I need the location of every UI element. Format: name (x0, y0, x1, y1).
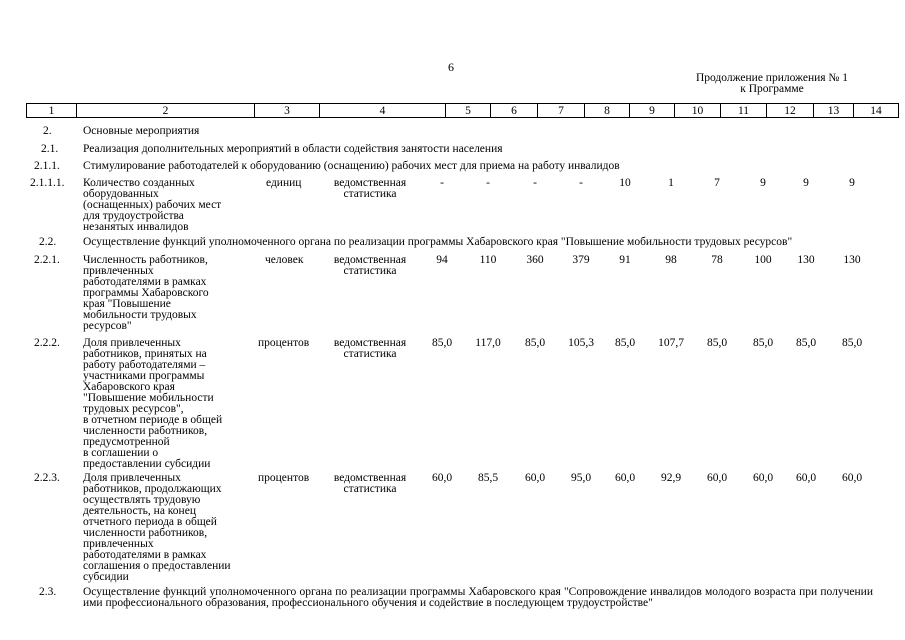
page-number: 6 (448, 60, 454, 74)
row-2-1-1-text: Стимулирование работодателей к оборудованию (оснащению) рабочих мест для приема на работу инвалидов (83, 160, 620, 172)
continuation-note (677, 73, 867, 95)
row-2-2-2-source: ведомственная статистика (333, 337, 407, 360)
header-col-13: 13 (814, 104, 854, 118)
value-r8-col-10: 92,9 (660, 472, 682, 484)
header-col-6: 6 (491, 104, 538, 118)
value-r6-col-14: 130 (843, 254, 861, 266)
value-r7-col-13: 85,0 (795, 337, 817, 349)
header-col-12: 12 (767, 104, 814, 118)
value-r7-col-7: 85,0 (524, 337, 546, 349)
value-r7-col-12: 85,0 (752, 337, 774, 349)
row-2-3-text: Осуществление функций уполномоченного органа по реализации программы Хабаровского края "Сопровождение инвалидов молодого возраста при получении ими профессионального образования, профессионального обучения и содействие в последующем трудоустройстве" (83, 586, 873, 609)
header-col-4: 4 (320, 104, 446, 118)
header-col-1: 1 (27, 104, 77, 118)
continuation-line-2: к Программе (740, 83, 804, 95)
row-2-1-number: 2.1. (41, 143, 59, 155)
value-r7-col-11: 85,0 (706, 337, 728, 349)
value-r4-col-8: - (579, 177, 583, 189)
row-2-2-2-unit: процентов (258, 337, 310, 349)
value-r6-col-10: 98 (665, 254, 677, 266)
value-r8-col-14: 60,0 (841, 472, 863, 484)
value-r4-col-14: 9 (849, 177, 855, 189)
row-2-2-1-number: 2.2.1. (34, 254, 60, 266)
value-r8-col-7: 60,0 (524, 472, 546, 484)
value-r6-col-11: 78 (711, 254, 723, 266)
value-r6-col-5: 94 (436, 254, 448, 266)
row-2-2-3-number: 2.2.3. (34, 472, 60, 484)
value-r6-col-7: 360 (526, 254, 544, 266)
value-r7-col-9: 85,0 (614, 337, 636, 349)
row-2-2-1-name: Численность работников, привлеченных работодателями в рамках программы Хабаровского края "Повышение мобильности трудовых ресурсов" (83, 254, 209, 332)
row-2-1-1-1-number: 2.1.1.1. (30, 177, 65, 189)
header-col-10: 10 (675, 104, 721, 118)
column-header-row (26, 103, 899, 118)
row-2-2-3-unit: процентов (258, 472, 310, 484)
header-col-9: 9 (630, 104, 675, 118)
value-r8-col-5: 60,0 (431, 472, 453, 484)
value-r6-col-8: 379 (572, 254, 590, 266)
value-r8-col-11: 60,0 (706, 472, 728, 484)
value-r4-col-7: - (533, 177, 537, 189)
row-2-3-number: 2.3. (39, 586, 57, 598)
value-r4-col-13: 9 (803, 177, 809, 189)
value-r8-col-6: 85,5 (477, 472, 499, 484)
row-2-1-1-1-name: Количество созданных оборудованных (оснащенных) рабочих мест для трудоустройства незанятых инвалидов (83, 177, 222, 233)
value-r7-col-14: 85,0 (841, 337, 863, 349)
value-r4-col-6: - (486, 177, 490, 189)
row-2-2-1-unit: человек (265, 254, 304, 266)
row-2-1-text: Реализация дополнительных мероприятий в области содействия занятости населения (83, 143, 503, 155)
row-2-2-2-name: Доля привлеченных работников, принятых на работу работодателями – участниками программы Хабаровского края "Повышение мобильности трудовых ресурсов", в отчетном периоде в общей численности работников, предусмотренной в соглашении о предоставлении субсидии (83, 337, 223, 470)
value-r4-col-5: - (440, 177, 444, 189)
row-2-2-2-number: 2.2.2. (34, 337, 60, 349)
row-2-text: Основные мероприятия (83, 125, 200, 137)
row-2-1-1-number: 2.1.1. (34, 160, 60, 172)
value-r4-col-9: 10 (619, 177, 631, 189)
value-r8-col-9: 60,0 (614, 472, 636, 484)
value-r7-col-5: 85,0 (431, 337, 453, 349)
value-r6-col-6: 110 (479, 254, 497, 266)
row-2-2-number: 2.2. (39, 236, 57, 248)
header-col-3: 3 (255, 104, 320, 118)
value-r4-col-11: 7 (714, 177, 720, 189)
value-r6-col-12: 100 (754, 254, 772, 266)
value-r6-col-9: 91 (619, 254, 631, 266)
row-2-number: 2. (43, 125, 52, 137)
header-col-2: 2 (77, 104, 255, 118)
value-r8-col-12: 60,0 (752, 472, 774, 484)
row-2-2-3-name: Доля привлеченных работников, продолжающих осуществлять трудовую деятельность, на конец отчетного периода в общей численности работников, привлеченных работодателями в рамках соглашения о предоставлении субсидии (83, 472, 231, 583)
value-r7-col-8: 105,3 (568, 337, 594, 349)
row-2-2-1-source: ведомственная статистика (333, 254, 407, 277)
row-2-2-text: Осуществление функций уполномоченного органа по реализации программы Хабаровского края "Повышение мобильности трудовых ресурсов" (83, 236, 793, 248)
row-2-1-1-1-source: ведомственная статистика (333, 177, 407, 200)
value-r7-col-6: 117,0 (475, 337, 501, 349)
header-col-7: 7 (538, 104, 585, 118)
value-r8-col-8: 95,0 (570, 472, 592, 484)
value-r6-col-13: 130 (797, 254, 815, 266)
header-col-14: 14 (854, 104, 899, 118)
value-r4-col-10: 1 (668, 177, 674, 189)
continuation-line-1: Продолжение приложения № 1 (695, 72, 849, 84)
header-col-11: 11 (721, 104, 767, 118)
value-r4-col-12: 9 (760, 177, 766, 189)
header-col-8: 8 (585, 104, 630, 118)
row-2-1-1-1-unit: единиц (266, 177, 302, 189)
value-r7-col-10: 107,7 (658, 337, 684, 349)
header-col-5: 5 (446, 104, 491, 118)
value-r8-col-13: 60,0 (795, 472, 817, 484)
row-2-2-3-source: ведомственная статистика (333, 472, 407, 495)
